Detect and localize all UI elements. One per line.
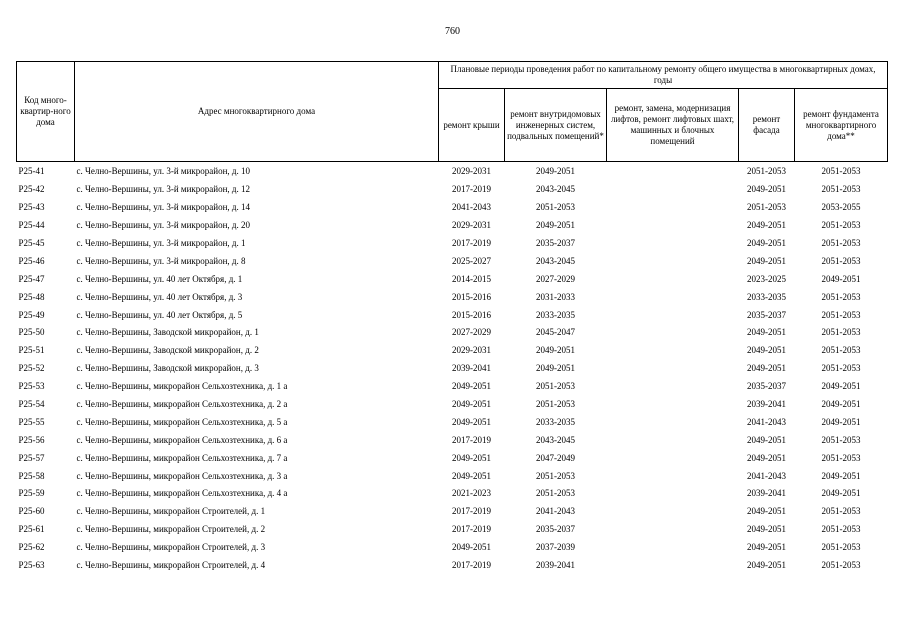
cell-code: Р25-56	[18, 434, 45, 445]
cell-address: с. Челно-Вершины, Заводской микрорайон, д. 3	[76, 363, 259, 374]
cell-facade: 2049-2051	[747, 184, 786, 195]
table-row	[17, 324, 888, 342]
cell-foundation: 2051-2053	[821, 363, 861, 374]
cell-systems: 2043-2045	[536, 434, 575, 445]
cell-roof: 2015-2016	[452, 309, 491, 320]
cell-address: с. Челно-Вершины, микрорайон Строителей, д. 3	[76, 542, 266, 553]
cell-address: с. Челно-Вершины, микрорайон Сельхозтехника, д. 6 а	[76, 434, 288, 445]
table-row	[17, 378, 888, 396]
cell-roof: 2029-2031	[452, 220, 491, 231]
cell-facade: 2049-2051	[747, 434, 786, 445]
cell-facade: 2035-2037	[747, 381, 786, 392]
cell-lifts	[607, 306, 739, 324]
cell-lifts	[607, 396, 739, 414]
cell-foundation: 2051-2053	[821, 434, 861, 445]
cell-code: Р25-44	[18, 220, 45, 231]
cell-code: Р25-63	[18, 560, 45, 571]
cell-facade: 2023-2025	[747, 273, 786, 284]
cell-foundation: 2049-2051	[821, 488, 861, 499]
table-row	[17, 431, 888, 449]
cell-facade: 2039-2041	[747, 399, 786, 410]
table-row	[17, 485, 888, 503]
cell-address: с. Челно-Вершины, ул. 3-й микрорайон, д. 8	[76, 255, 246, 266]
header-planned-periods: Плановые периоды проведения работ по капитальному ремонту общего имущества в многоквартирных домах, годы	[439, 62, 888, 89]
cell-address: с. Челно-Вершины, микрорайон Сельхозтехника, д. 1 а	[76, 381, 288, 392]
cell-foundation: 2051-2053	[821, 309, 861, 320]
cell-systems: 2041-2043	[536, 506, 575, 517]
cell-facade: 2049-2051	[747, 238, 786, 248]
cell-systems: 2039-2041	[536, 560, 575, 571]
cell-facade: 2049-2051	[747, 452, 786, 463]
table-row	[17, 252, 888, 270]
cell-foundation: 2049-2051	[821, 273, 861, 284]
cell-facade: 2049-2051	[747, 345, 786, 356]
cell-lifts	[607, 217, 739, 235]
cell-address: с. Челно-Вершины, ул. 3-й микрорайон, д. 1	[76, 238, 246, 248]
cell-address: с. Челно-Вершины, микрорайон Сельхозтехника, д. 5 а	[76, 416, 288, 427]
cell-lifts	[607, 413, 739, 431]
cell-roof: 2049-2051	[452, 381, 491, 392]
cell-address: с. Челно-Вершины, микрорайон Строителей, д. 1	[76, 506, 266, 517]
cell-roof: 2029-2031	[452, 345, 491, 356]
cell-address: с. Челно-Вершины, микрорайон Сельхозтехника, д. 7 а	[76, 452, 288, 463]
header-address: Адрес многоквартирного дома	[75, 62, 439, 162]
cell-lifts	[607, 235, 739, 253]
table-row	[17, 288, 888, 306]
cell-systems: 2033-2035	[536, 309, 575, 320]
cell-systems: 2051-2053	[536, 399, 575, 410]
cell-foundation: 2051-2053	[821, 327, 861, 338]
header-code: Код много-квартир-ного дома	[17, 62, 75, 162]
cell-roof: 2015-2016	[452, 291, 491, 302]
cell-code: Р25-57	[18, 452, 45, 463]
cell-address: с. Челно-Вершины, микрорайон Сельхозтехника, д. 4 а	[76, 488, 288, 499]
cell-lifts	[607, 485, 739, 503]
cell-systems: 2045-2047	[536, 327, 575, 338]
cell-roof: 2017-2019	[452, 560, 491, 571]
cell-facade: 2033-2035	[747, 291, 786, 302]
cell-systems: 2049-2051	[536, 345, 575, 356]
cell-address: с. Челно-Вершины, Заводской микрорайон, д. 2	[76, 345, 259, 356]
table-header	[17, 62, 888, 162]
cell-lifts	[607, 539, 739, 557]
cell-lifts	[607, 252, 739, 270]
cell-facade: 2049-2051	[747, 327, 786, 338]
cell-address: с. Челно-Вершины, микрорайон Сельхозтехника, д. 3 а	[76, 470, 288, 481]
cell-systems: 2031-2033	[536, 291, 575, 302]
cell-facade: 2041-2043	[747, 416, 786, 427]
cell-lifts	[607, 449, 739, 467]
cell-code: Р25-61	[18, 524, 45, 535]
cell-foundation: 2051-2053	[821, 542, 861, 553]
cell-roof: 2039-2041	[452, 363, 491, 374]
cell-roof: 2049-2051	[452, 416, 491, 427]
cell-roof: 2041-2043	[452, 202, 491, 213]
cell-code: Р25-50	[18, 327, 45, 338]
cell-code: Р25-49	[18, 309, 45, 320]
cell-systems: 2049-2051	[536, 363, 575, 374]
cell-roof: 2017-2019	[452, 434, 491, 445]
cell-foundation: 2051-2053	[821, 255, 861, 266]
cell-address: с. Челно-Вершины, ул. 3-й микрорайон, д. 10	[76, 166, 251, 177]
cell-systems: 2043-2045	[536, 184, 575, 195]
cell-address: с. Челно-Вершины, ул. 40 лет Октября, д. 5	[76, 309, 243, 320]
table-row	[17, 396, 888, 414]
table-row	[17, 557, 888, 575]
table-row	[17, 181, 888, 199]
table-row	[17, 217, 888, 235]
cell-lifts	[607, 181, 739, 199]
cell-foundation: 2051-2053	[821, 345, 861, 356]
cell-facade: 2049-2051	[747, 363, 786, 374]
cell-address: с. Челно-Вершины, микрорайон Строителей, д. 4	[76, 560, 266, 571]
cell-roof: 2049-2051	[452, 399, 491, 410]
cell-roof: 2014-2015	[452, 273, 491, 284]
cell-foundation: 2049-2051	[821, 470, 861, 481]
cell-systems: 2049-2051	[536, 220, 575, 231]
cell-lifts	[607, 324, 739, 342]
cell-roof: 2029-2031	[452, 166, 491, 177]
cell-systems: 2035-2037	[536, 524, 575, 535]
table-row	[17, 360, 888, 378]
cell-lifts	[607, 467, 739, 485]
cell-facade: 2035-2037	[747, 309, 786, 320]
cell-foundation: 2049-2051	[821, 381, 861, 392]
cell-lifts	[607, 342, 739, 360]
cell-facade: 2051-2053	[747, 166, 786, 177]
cell-systems: 2051-2053	[536, 202, 575, 213]
cell-address: с. Челно-Вершины, микрорайон Строителей, д. 2	[76, 524, 266, 535]
cell-code: Р25-52	[18, 363, 45, 374]
cell-foundation: 2051-2053	[821, 506, 861, 517]
table-row	[17, 162, 888, 181]
cell-foundation: 2051-2053	[821, 184, 861, 195]
cell-code: Р25-59	[18, 488, 45, 499]
cell-systems: 2035-2037	[536, 238, 575, 248]
cell-facade: 2049-2051	[747, 220, 786, 231]
cell-address: с. Челно-Вершины, ул. 3-й микрорайон, д. 12	[76, 184, 251, 195]
cell-systems: 2051-2053	[536, 381, 575, 392]
cell-roof: 2017-2019	[452, 506, 491, 517]
cell-lifts	[607, 162, 739, 181]
capital-repair-table	[16, 61, 888, 574]
cell-code: Р25-60	[18, 506, 45, 517]
cell-facade: 2051-2053	[747, 202, 786, 213]
cell-code: Р25-62	[18, 542, 45, 553]
cell-lifts	[607, 557, 739, 575]
cell-systems: 2047-2049	[536, 452, 575, 463]
cell-foundation: 2051-2053	[821, 560, 861, 571]
table-row	[17, 539, 888, 557]
cell-address: с. Челно-Вершины, ул. 40 лет Октября, д. 1	[76, 273, 243, 284]
cell-code: Р25-45	[18, 238, 45, 248]
cell-lifts	[607, 503, 739, 521]
cell-roof: 2025-2027	[452, 255, 491, 266]
header-roof: ремонт крыши	[439, 89, 505, 162]
table-body	[17, 162, 888, 575]
cell-facade: 2049-2051	[747, 542, 786, 553]
table-row	[17, 503, 888, 521]
cell-address: с. Челно-Вершины, ул. 3-й микрорайон, д. 14	[76, 202, 251, 213]
header-facade: ремонт фасада	[739, 89, 795, 162]
cell-roof: 2049-2051	[452, 452, 491, 463]
page-number: 760	[445, 26, 460, 37]
cell-systems: 2037-2039	[536, 542, 575, 553]
table-row	[17, 199, 888, 217]
cell-roof: 2027-2029	[452, 327, 491, 338]
cell-facade: 2049-2051	[747, 524, 786, 535]
cell-code: Р25-42	[18, 184, 45, 195]
table-row	[17, 270, 888, 288]
cell-code: Р25-43	[18, 202, 45, 213]
cell-code: Р25-46	[18, 255, 45, 266]
cell-address: с. Челно-Вершины, ул. 3-й микрорайон, д. 20	[76, 220, 251, 231]
cell-roof: 2017-2019	[452, 238, 491, 248]
cell-foundation: 2049-2051	[821, 416, 861, 427]
cell-roof: 2017-2019	[452, 184, 491, 195]
cell-roof: 2017-2019	[452, 524, 491, 535]
table-row	[17, 413, 888, 431]
cell-facade: 2039-2041	[747, 488, 786, 499]
cell-code: Р25-48	[18, 291, 45, 302]
cell-lifts	[607, 378, 739, 396]
header-lifts: ремонт, замена, модернизация лифтов, ремонт лифтовых шахт, машинных и блочных помещений	[607, 89, 739, 162]
cell-address: с. Челно-Вершины, Заводской микрорайон, д. 1	[76, 327, 259, 338]
cell-systems: 2051-2053	[536, 470, 575, 481]
table-row	[17, 342, 888, 360]
cell-foundation: 2053-2055	[821, 202, 861, 213]
cell-roof: 2021-2023	[452, 488, 491, 499]
cell-systems: 2051-2053	[536, 488, 575, 499]
cell-systems: 2043-2045	[536, 255, 575, 266]
cell-facade: 2041-2043	[747, 470, 786, 481]
table-row	[17, 306, 888, 324]
cell-roof: 2049-2051	[452, 542, 491, 553]
cell-foundation: 2051-2053	[821, 220, 861, 231]
cell-lifts	[607, 431, 739, 449]
header-foundation: ремонт фундамента многоквартирного дома**	[795, 89, 888, 162]
cell-foundation: 2051-2053	[821, 166, 861, 177]
table-row	[17, 235, 888, 253]
cell-code: Р25-58	[18, 470, 45, 481]
cell-foundation: 2051-2053	[821, 524, 861, 535]
cell-systems: 2027-2029	[536, 273, 575, 284]
cell-address: с. Челно-Вершины, ул. 40 лет Октября, д. 3	[76, 291, 243, 302]
cell-address: с. Челно-Вершины, микрорайон Сельхозтехника, д. 2 а	[76, 399, 288, 410]
cell-facade: 2049-2051	[747, 255, 786, 266]
cell-facade: 2049-2051	[747, 560, 786, 571]
cell-systems: 2049-2051	[536, 166, 575, 177]
cell-code: Р25-54	[18, 399, 45, 410]
cell-roof: 2049-2051	[452, 470, 491, 481]
table-row	[17, 467, 888, 485]
cell-code: Р25-53	[18, 381, 45, 392]
header-systems: ремонт внутридомовых инженерных систем, подвальных помещений*	[505, 89, 607, 162]
cell-foundation: 2051-2053	[821, 291, 861, 302]
table-row	[17, 521, 888, 539]
cell-code: Р25-41	[18, 166, 45, 177]
cell-foundation: 2049-2051	[821, 399, 861, 410]
table-row	[17, 449, 888, 467]
cell-code: Р25-55	[18, 416, 45, 427]
cell-lifts	[607, 360, 739, 378]
cell-lifts	[607, 199, 739, 217]
cell-lifts	[607, 288, 739, 306]
cell-systems: 2033-2035	[536, 416, 575, 427]
cell-foundation: 2051-2053	[821, 452, 861, 463]
cell-code: Р25-51	[18, 345, 45, 356]
cell-lifts	[607, 270, 739, 288]
cell-lifts	[607, 521, 739, 539]
cell-foundation: 2051-2053	[821, 238, 861, 248]
cell-code: Р25-47	[18, 273, 45, 284]
cell-facade: 2049-2051	[747, 506, 786, 517]
